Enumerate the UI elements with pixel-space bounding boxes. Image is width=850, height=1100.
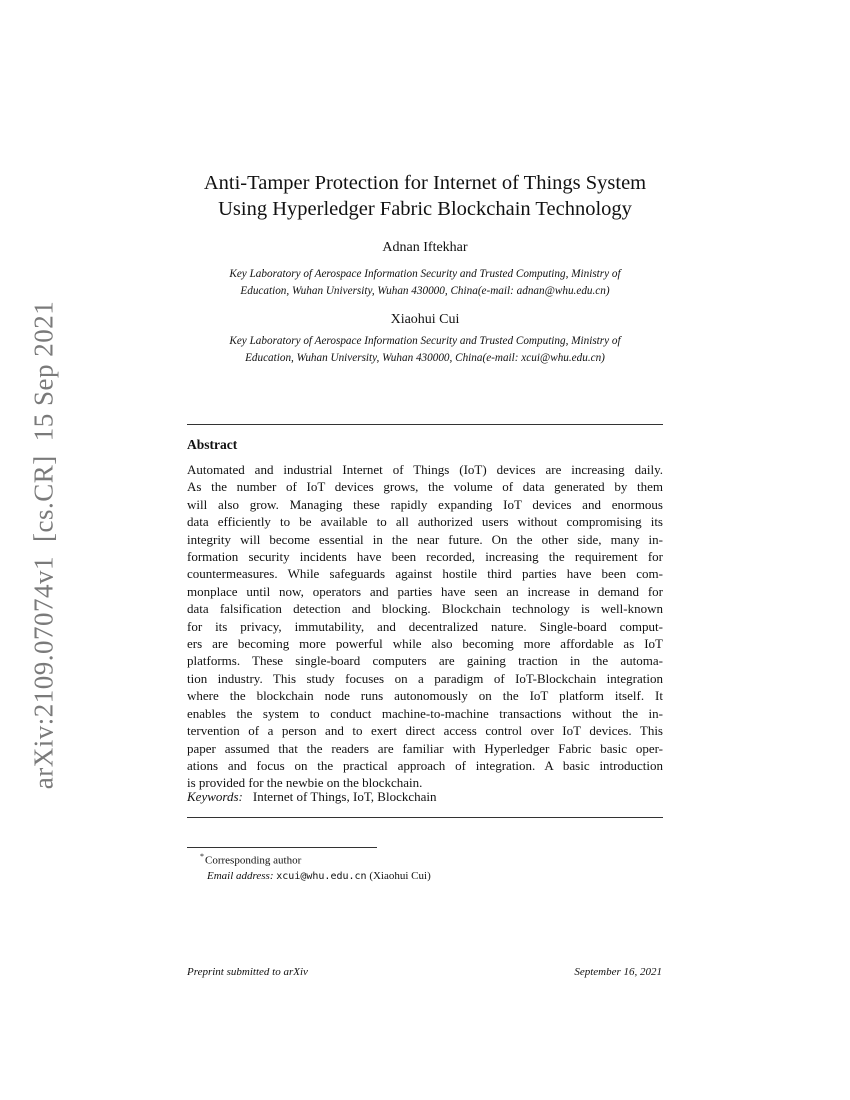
author-affiliation xyxy=(180,266,670,300)
email-link[interactable]: xcui@whu.edu.cn xyxy=(276,870,367,882)
abstract-line: paper assumed that the readers are familiar with Hyperledger Fabric basic oper- xyxy=(187,740,663,756)
abstract-line: formation security incidents have been recorded, increasing the requirement for xyxy=(187,549,663,565)
keywords-label: Keywords: xyxy=(187,789,243,804)
email-label: Email address: xyxy=(207,869,274,882)
affiliation-line: Key Laboratory of Aerospace Information Security and Trusted Computing, Ministry of xyxy=(229,335,621,347)
affiliation-line: Education, Wuhan University, Wuhan 430000, China(e-mail: adnan@whu.edu.cn) xyxy=(240,285,610,297)
abstract-line: tervention of a person and to exert direct access control over IoT devices. This xyxy=(187,723,663,739)
abstract-line: integrity will become essential in the near future. On the other side, many in- xyxy=(187,531,663,547)
arxiv-identifier-stamp xyxy=(29,287,60,789)
abstract-line: data falsification detection and blocking. Blockchain technology is well-known xyxy=(187,601,663,617)
paper-title xyxy=(150,170,700,222)
email-owner: (Xiaohui Cui) xyxy=(369,869,431,882)
footnote-mark: * xyxy=(200,852,204,861)
abstract-line: tion industry. This study focuses on a paradigm of IoT-Blockchain integration xyxy=(187,670,663,686)
abstract-line: platforms. These single-board computers are gaining traction in the automa- xyxy=(187,653,663,669)
abstract-line: data efficiently to be available to all authorized users without compromising its xyxy=(187,514,663,530)
title-line-2: Using Hyperledger Fabric Blockchain Technology xyxy=(218,198,632,220)
arxiv-id: arXiv:2109.07074v1 xyxy=(28,556,59,790)
abstract-line: ations and focus on the practical approach of integration. A basic introduction xyxy=(187,757,663,773)
abstract-top-rule xyxy=(187,424,663,425)
abstract-line: is provided for the newbie on the blockchain. xyxy=(187,775,423,791)
abstract-line: monplace until now, operators and parties have seen an increase in demand for xyxy=(187,583,663,599)
abstract-heading: Abstract xyxy=(187,437,238,452)
abstract-line: As the number of IoT devices grows, the volume of data generated by them xyxy=(187,479,663,495)
abstract-body xyxy=(187,461,663,792)
author-name: Adnan Iftekhar xyxy=(382,240,468,255)
keywords xyxy=(187,789,437,805)
abstract-line: for its privacy, immutability, and decentralized nature. Single-board comput- xyxy=(187,618,663,634)
abstract-line: where the blockchain node runs autonomously on the IoT platform itself. It xyxy=(187,688,663,704)
keywords-value: Internet of Things, IoT, Blockchain xyxy=(252,789,437,804)
abstract-line: will also grow. Managing these rapidly expanding IoT devices and enormous xyxy=(187,496,663,512)
corresponding-author-label: Corresponding author xyxy=(205,854,302,867)
affiliation-line: Key Laboratory of Aerospace Information Security and Trusted Computing, Ministry of xyxy=(229,268,621,280)
abstract-line: countermeasures. While safeguards against hostile third parties have been com- xyxy=(187,566,663,582)
arxiv-category: [cs.CR] xyxy=(28,455,59,543)
arxiv-date: 15 Sep 2021 xyxy=(28,300,59,442)
abstract-line: Automated and industrial Internet of Things (IoT) devices are increasing daily. xyxy=(187,462,663,477)
abstract-bottom-rule xyxy=(187,817,663,818)
preprint-note: Preprint submitted to arXiv xyxy=(187,966,308,978)
footer-date: September 16, 2021 xyxy=(574,966,662,978)
abstract-line: enables the system to conduct machine-to-machine transactions without the in- xyxy=(187,705,663,721)
affiliation-line: Education, Wuhan University, Wuhan 430000, China(e-mail: xcui@whu.edu.cn) xyxy=(245,352,605,364)
title-line-1: Anti-Tamper Protection for Internet of Things System xyxy=(203,172,647,194)
footnote-rule xyxy=(187,847,377,848)
abstract-line: ers are becoming more powerful while also becoming more affordable as IoT xyxy=(187,636,663,652)
author-name: Xiaohui Cui xyxy=(390,312,460,327)
author-affiliation xyxy=(180,333,670,367)
footnote xyxy=(200,849,431,884)
